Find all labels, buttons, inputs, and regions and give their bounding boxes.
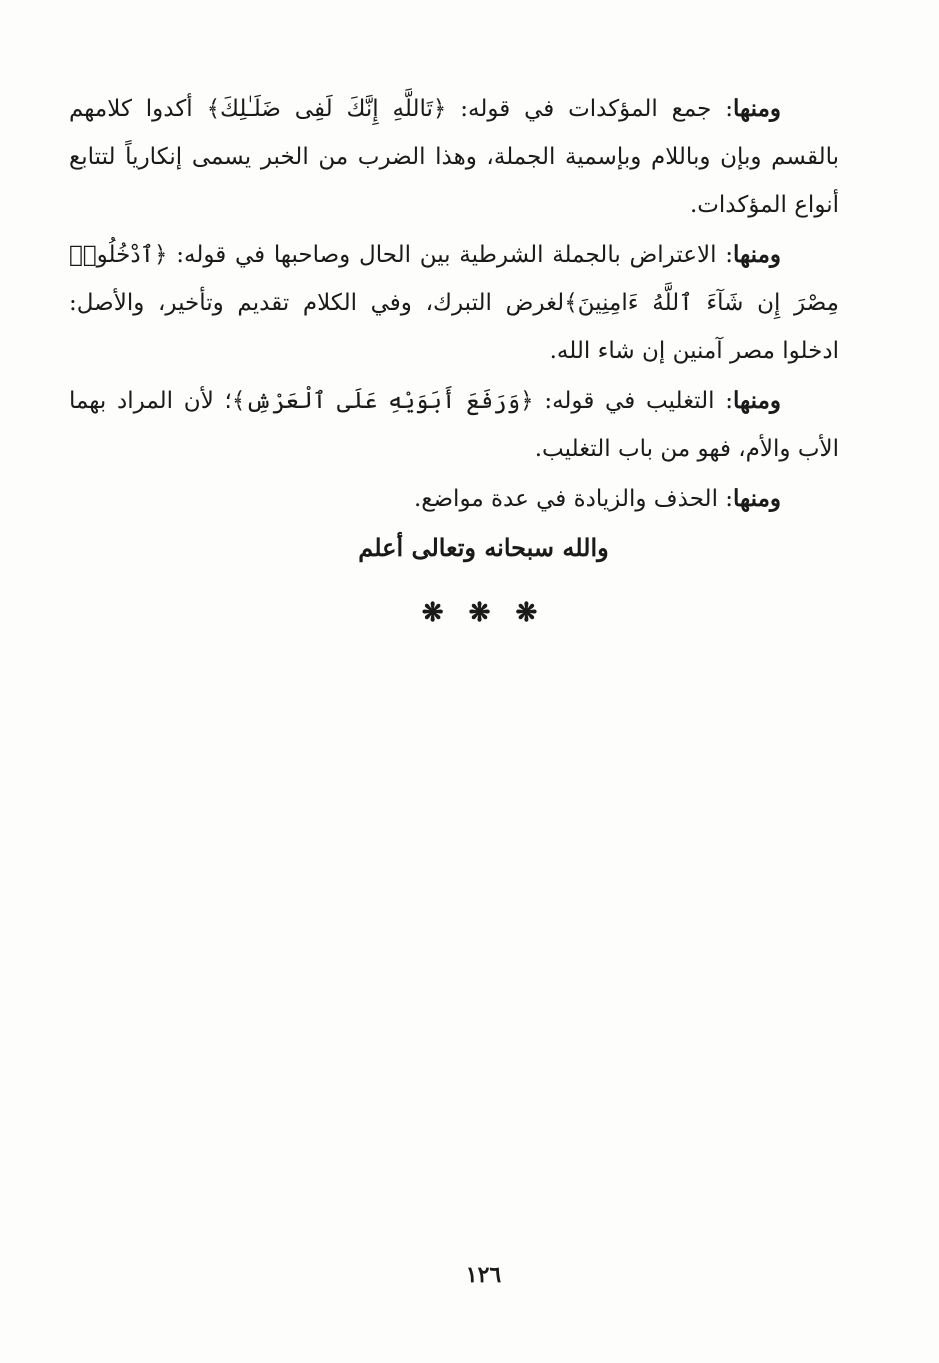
paragraph-2-quote: ﴿ٱدْخُلُوا۟ مِصْرَ إِن شَآءَ ٱللَّهُ ءَامِنِينَ﴾ bbox=[69, 242, 839, 316]
closing-phrase: والله سبحانه وتعالى أعلم bbox=[358, 533, 609, 562]
paragraph-3-quote: ﴿وَرَفَعَ أَبَوَيْهِ عَلَى ٱلْعَرْشِ﴾ bbox=[231, 388, 534, 414]
body-text bbox=[69, 85, 839, 525]
paragraph-1-quote: ﴿تَاللَّهِ إِنَّكَ لَفِى ضَلَـٰلِكَ﴾ bbox=[206, 96, 447, 122]
paragraph-1-before: : جمع المؤكدات في قوله: bbox=[446, 96, 734, 122]
paragraph-4-lead: ومنها bbox=[733, 485, 781, 512]
paragraph-3-before: : التغليب في قوله: bbox=[533, 388, 734, 414]
paragraph-3-after: ؛ لأن المراد بهما الأب والأم، فهو من باب التغليب. bbox=[69, 388, 839, 462]
paragraph-1-lead: ومنها bbox=[733, 95, 781, 122]
paragraph-3 bbox=[69, 377, 839, 473]
paragraph-4-before: : الحذف والزيادة في عدة مواضع. bbox=[413, 486, 734, 512]
paragraph-3-lead: ومنها bbox=[733, 387, 781, 414]
paragraph-2 bbox=[69, 231, 839, 375]
paragraph-1 bbox=[69, 85, 839, 229]
paragraph-2-after: لغرض التبرك، وفي الكلام تقديم وتأخير، والأصل: ادخلوا مصر آمنين إن شاء الله. bbox=[69, 290, 839, 364]
page-number: ١٢٦ bbox=[465, 1262, 502, 1288]
paragraph-2-lead: ومنها bbox=[733, 241, 781, 268]
paragraph-4 bbox=[69, 475, 839, 523]
paragraph-1-after: أكدوا كلامهم بالقسم وبإن وباللام وبإسمية الجملة، وهذا الضرب من الخبر يسمى إنكارياً لتتابع أنواع المؤكدات. bbox=[69, 96, 839, 218]
paragraph-2-before: : الاعتراض بالجملة الشرطية بين الحال وصاحبها في قوله: bbox=[167, 242, 734, 268]
section-separator: ❋ ❋ ❋ bbox=[421, 598, 546, 628]
